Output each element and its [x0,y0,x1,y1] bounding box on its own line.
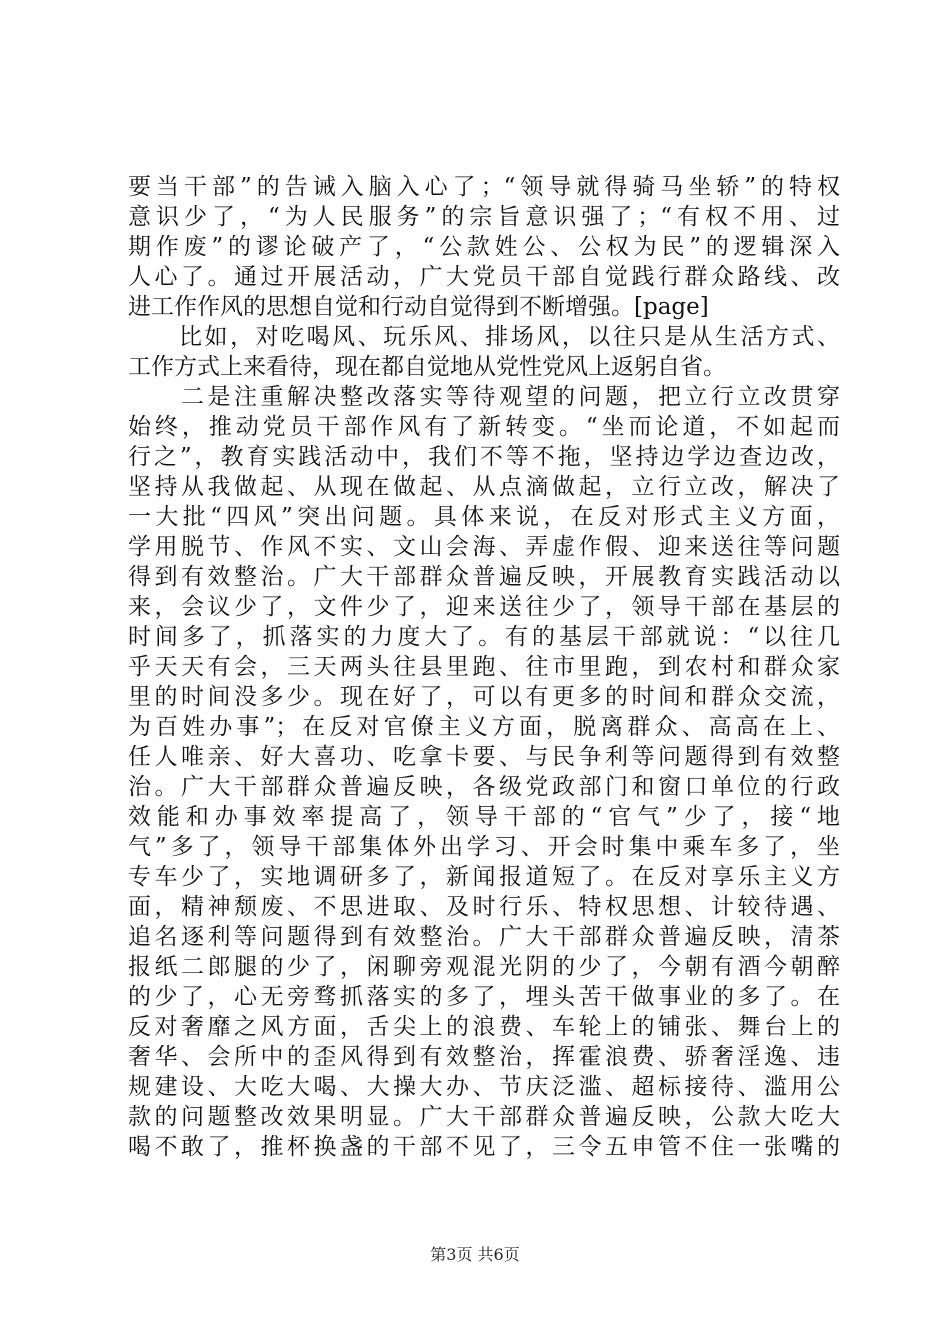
text-line: 一大批“四风”突出问题。具体来说，在反对形式主义方面， [128,504,840,530]
text-line: 面，精神颓废、不思进取、及时行乐、特权思想、计较待遇、 [128,894,840,920]
text-line: 坚持从我做起、从现在做起、从点滴做起，立行立改，解决了 [128,474,840,500]
text-line: 效能和办事效率提高了，领导干部的“官气”少了，接“地 [128,804,840,830]
text-line: 进工作作风的思想自觉和行动自觉得到不断增强。[page] [128,294,709,320]
text-line: 工作方式上来看待，现在都自觉地从党性党风上返躬自省。 [128,354,726,380]
text-line: 气”多了，领导干部集体外出学习、开会时集中乘车多了，坐 [128,834,840,860]
text-line: 得到有效整治。广大干部群众普遍反映，开展教育实践活动以 [128,564,840,590]
text-line: 喝不敢了，推杯换盏的干部不见了，三令五申管不住一张嘴的 [128,1134,840,1160]
text-line: 为百姓办事”；在反对官僚主义方面，脱离群众、高高在上、 [128,714,840,740]
text-line: 乎天天有会，三天两头往县里跑、往市里跑，到农村和群众家 [128,654,840,680]
text-line: 行之”，教育实践活动中，我们不等不拖，坚持边学边查边改， [128,444,840,470]
text-line: 追名逐利等问题得到有效整治。广大干部群众普遍反映，清茶 [128,924,840,950]
text-line: 任人唯亲、好大喜功、吃拿卡要、与民争利等问题得到有效整 [128,744,840,770]
text-line: 报纸二郎腿的少了，闲聊旁观混光阴的少了，今朝有酒今朝醉 [128,954,840,980]
text-line: 二是注重解决整改落实等待观望的问题，把立行立改贯穿 [128,384,840,410]
page-footer: 第3页 共6页 [430,1245,520,1264]
text-line: 比如，对吃喝风、玩乐风、排场风，以往只是从生活方式、 [128,324,840,350]
text-line: 治。广大干部群众普遍反映，各级党政部门和窗口单位的行政 [128,774,840,800]
text-line: 学用脱节、作风不实、文山会海、弄虚作假、迎来送往等问题 [128,534,840,560]
text-line: 始终，推动党员干部作风有了新转变。“坐而论道，不如起而 [128,414,840,440]
text-line: 期作废”的谬论破产了，“公款姓公、公权为民”的逻辑深入 [128,234,840,260]
text-line: 奢华、会所中的歪风得到有效整治，挥霍浪费、骄奢淫逸、违 [128,1044,840,1070]
text-line: 反对奢靡之风方面，舌尖上的浪费、车轮上的铺张、舞台上的 [128,1014,840,1040]
text-line: 来，会议少了，文件少了，迎来送往少了，领导干部在基层的 [128,594,840,620]
text-line: 时间多了，抓落实的力度大了。有的基层干部就说：“以往几 [128,624,840,650]
text-line: 款的问题整改效果明显。广大干部群众普遍反映，公款大吃大 [128,1104,840,1130]
text-line: 的少了，心无旁骛抓落实的多了，埋头苦干做事业的多了。在 [128,984,840,1010]
text-line: 要当干部”的告诫入脑入心了；“领导就得骑马坐轿”的特权 [128,174,840,200]
text-line: 意识少了，“为人民服务”的宗旨意识强了；“有权不用、过 [128,204,840,230]
body-text [128,172,840,1162]
text-line: 人心了。通过开展活动，广大党员干部自觉践行群众路线、改 [128,264,840,290]
text-line: 里的时间没多少。现在好了，可以有更多的时间和群众交流， [128,684,840,710]
text-line: 专车少了，实地调研多了，新闻报道短了。在反对享乐主义方 [128,864,840,890]
text-line: 规建设、大吃大喝、大操大办、节庆泛滥、超标接待、滥用公 [128,1074,840,1100]
